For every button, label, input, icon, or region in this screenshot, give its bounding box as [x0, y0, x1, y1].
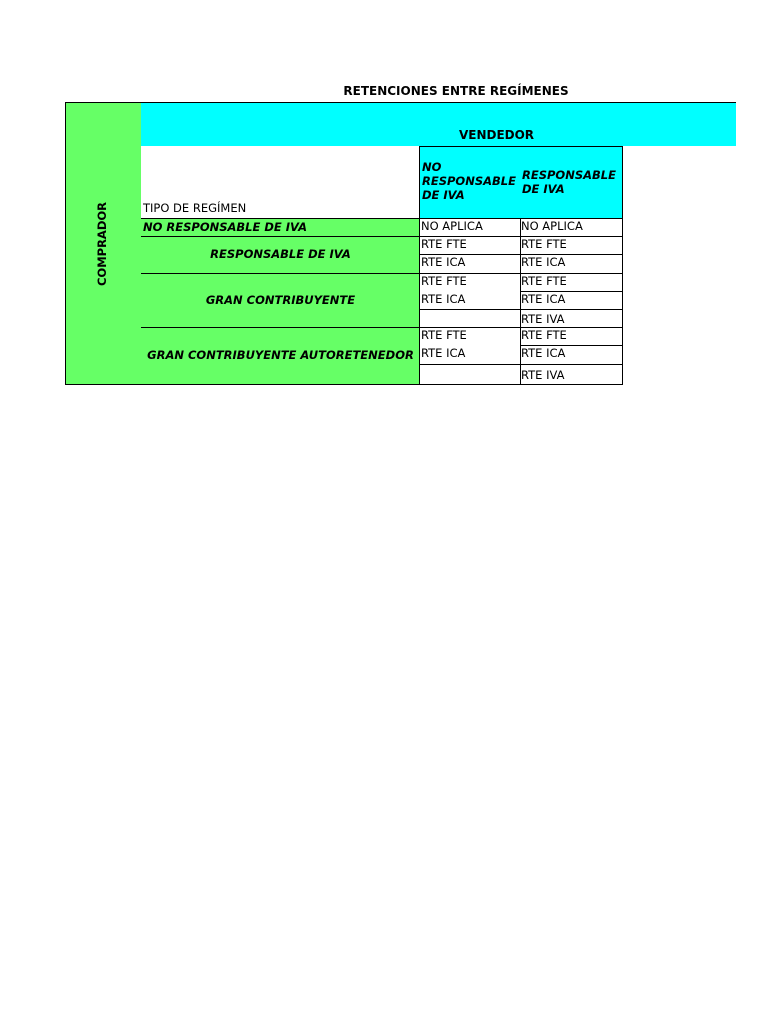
regime-row-3 [141, 273, 420, 328]
table-cell: RTE FTE [419, 327, 521, 346]
table-title: RETENCIONES ENTRE REGÍMENES [343, 84, 569, 98]
table-cell [419, 309, 521, 328]
table-cell: RTE FTE [419, 273, 521, 291]
buyer-label: COMPRADOR [95, 201, 109, 287]
column-header-responsable-text: RESPONSABLE DE IVA [522, 168, 616, 196]
regime-label: GRAN CONTRIBUYENTE [205, 293, 356, 307]
table-cell: NO APLICA [520, 218, 623, 237]
regime-label: RESPONSABLE DE IVA [210, 247, 351, 261]
table-cell: RTE FTE [520, 236, 623, 255]
regime-row-1 [141, 218, 420, 237]
regime-label: NO RESPONSABLE DE IVA [143, 220, 308, 234]
table-cell: RTE FTE [520, 273, 623, 292]
table-cell: RTE ICA [520, 254, 623, 274]
table-cell: RTE ICA [419, 345, 521, 365]
table-cell: RTE ICA [520, 291, 623, 310]
table-cell: NO APLICA [419, 218, 521, 237]
table-cell: RTE IVA [520, 364, 623, 385]
table-cell [419, 364, 521, 385]
table-cell: RTE ICA [419, 291, 521, 310]
regime-label: GRAN CONTRIBUYENTE AUTORETENEDOR [147, 348, 414, 362]
seller-label: VENDEDOR [458, 128, 535, 142]
regime-row-4 [141, 327, 420, 385]
regime-header: TIPO DE REGÍMEN [143, 201, 247, 215]
table-cell: RTE IVA [520, 309, 623, 328]
table-cell: RTE ICA [419, 254, 521, 274]
column-header-responsable [520, 146, 623, 219]
column-header-no-responsable-text: NO RESPONSABLE DE IVA [422, 160, 516, 202]
regime-row-2 [141, 236, 420, 274]
table-cell: RTE ICA [520, 345, 623, 365]
column-header-no-responsable [419, 146, 521, 219]
table-cell: RTE FTE [419, 236, 521, 255]
table-cell: RTE FTE [520, 327, 623, 346]
